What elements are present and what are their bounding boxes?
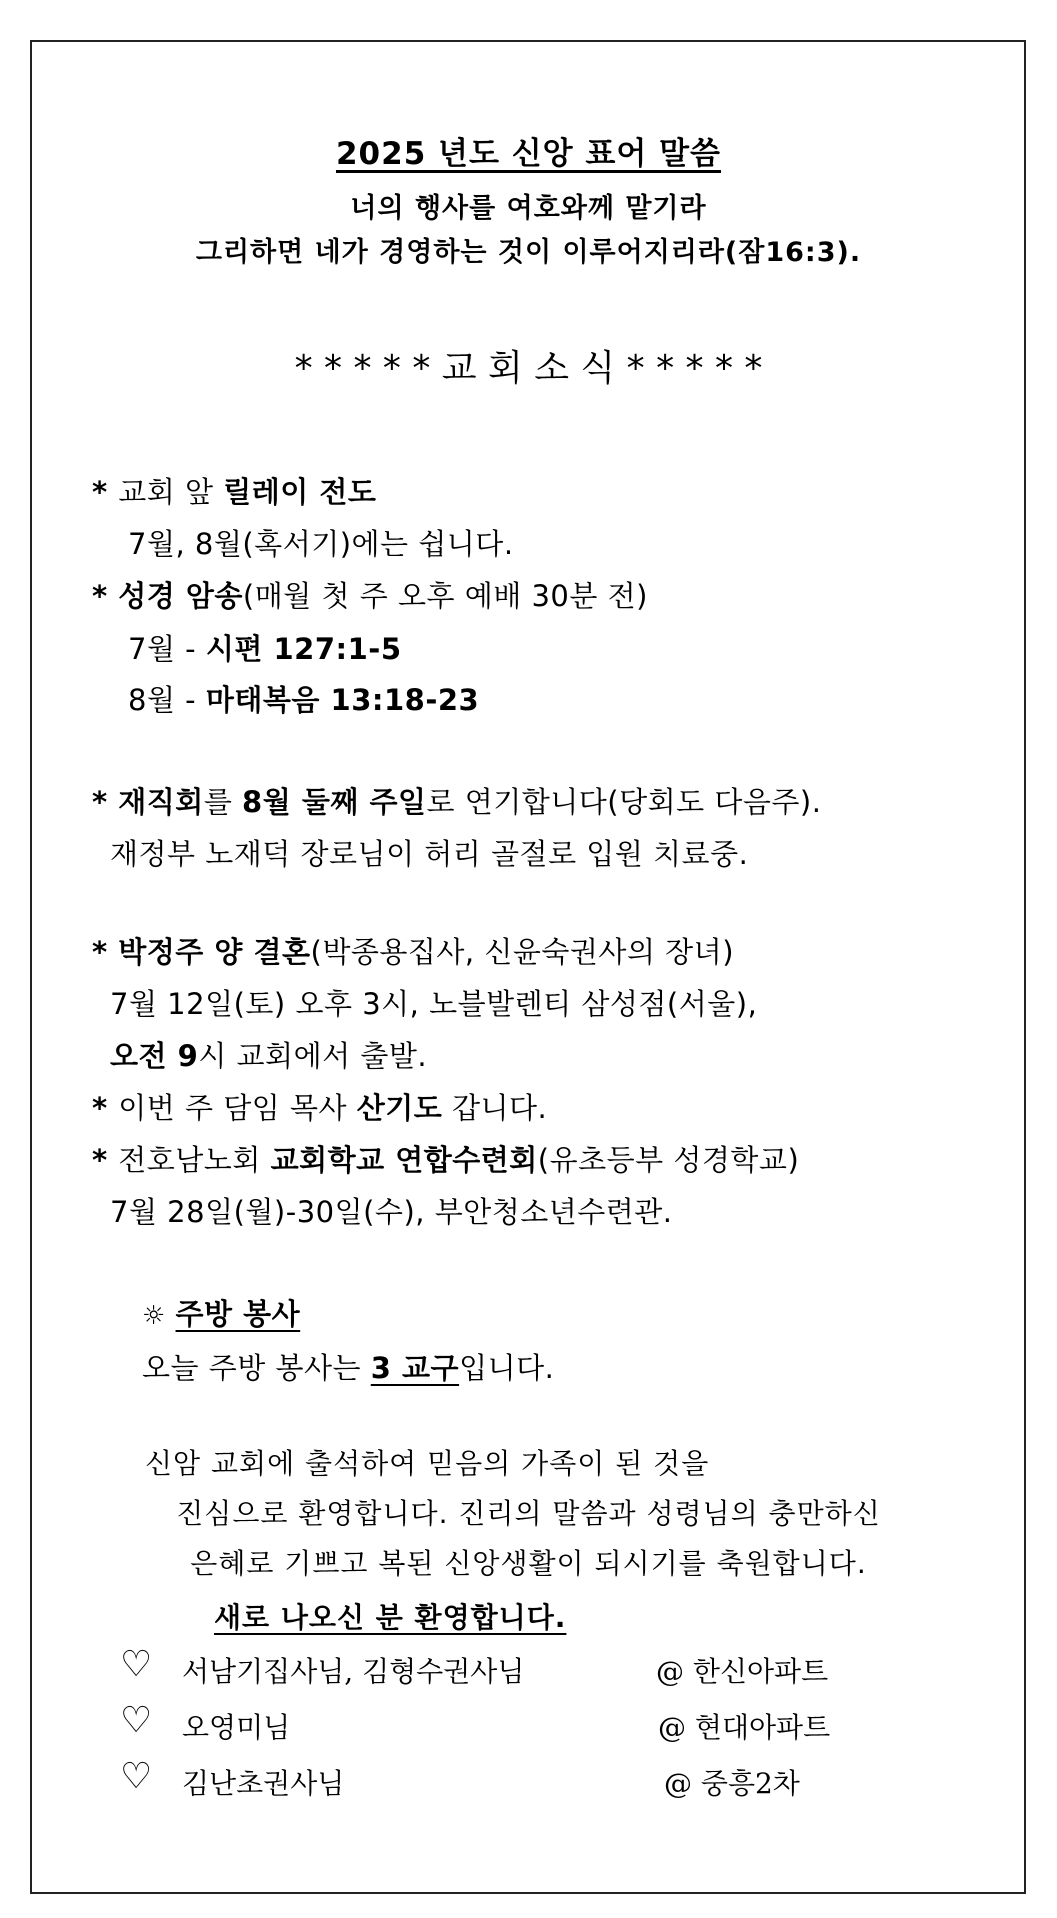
heart-icon: ♡ — [120, 1700, 153, 1741]
heart-icon: ♡ — [120, 1756, 153, 1797]
church-news-heading: * * * * * 교 회 소 식 * * * * * — [294, 348, 763, 389]
kitchen-title: 주방 봉사 — [175, 1297, 301, 1331]
memory-item: * 성경 암송(매월 첫 주 오후 예배 30분 전) — [92, 579, 648, 613]
newcomer-address: @ 중흥2차 — [664, 1767, 800, 1800]
newcomer-name: 김난초권사님 — [182, 1767, 345, 1800]
newcomer-name: 오영미님 — [182, 1711, 291, 1744]
page-title: 2025 년도 신앙 표어 말씀 — [335, 136, 722, 172]
welcome-line-1: 신암 교회에 출석하여 믿음의 가족이 된 것을 — [145, 1447, 710, 1480]
bullet-asterisk: * — [92, 475, 119, 509]
newcomer-address: @ 한신아파트 — [656, 1655, 829, 1688]
staff-meeting-item: * 재직회를 8월 둘째 주일로 연기합니다(당회도 다음주). — [92, 785, 822, 819]
retreat-item: * 전호남노회 교회학교 연합수련회(유초등부 성경학교) — [92, 1143, 800, 1177]
verse-line-2: 그리하면 네가 경영하는 것이 이루어지리라(잠16:3). — [195, 237, 862, 268]
relay-detail: 7월, 8월(혹서기)에는 쉽니다. — [128, 527, 514, 561]
memory-highlight: 성경 암송 — [118, 579, 243, 613]
welcome-line-2: 진심으로 환영합니다. 진리의 말씀과 성령님의 충만하신 — [176, 1497, 881, 1530]
memory-august: 8월 - 마태복음 13:18-23 — [128, 683, 480, 717]
relay-highlight: 릴레이 전도 — [223, 475, 377, 509]
wedding-detail-2: 오전 9시 교회에서 출발. — [110, 1039, 428, 1073]
wedding-item: * 박정주 양 결혼(박종용집사, 신윤숙권사의 장녀) — [92, 935, 735, 969]
kitchen-text: 오늘 주방 봉사는 3 교구입니다. — [142, 1351, 555, 1385]
relay-item: * 교회 앞 릴레이 전도 — [92, 475, 377, 509]
kitchen-heading — [142, 1292, 300, 1333]
retreat-detail: 7월 28일(월)-30일(수), 부안청소년수련관. — [110, 1195, 673, 1229]
staff-meeting-detail: 재정부 노재덕 장로님이 허리 골절로 입원 치료중. — [110, 837, 749, 871]
welcome-line-3: 은혜로 기쁘고 복된 신앙생활이 되시기를 축원합니다. — [190, 1547, 867, 1580]
heart-icon: ♡ — [120, 1644, 153, 1685]
verse-line-1: 너의 행사를 여호와께 맡기라 — [350, 193, 707, 224]
sun-icon: ☼ — [142, 1301, 166, 1331]
newcomers-heading: 새로 나오신 분 환영합니다. — [214, 1601, 567, 1634]
memory-july: 7월 - 시편 127:1-5 — [128, 632, 402, 666]
wedding-detail-1: 7월 12일(토) 오후 3시, 노블발렌티 삼성점(서울), — [110, 987, 758, 1021]
newcomer-address: @ 현대아파트 — [658, 1711, 831, 1744]
newcomer-name: 서남기집사님, 김형수권사님 — [182, 1655, 525, 1688]
pastor-item: * 이번 주 담임 목사 산기도 갑니다. — [92, 1091, 548, 1125]
